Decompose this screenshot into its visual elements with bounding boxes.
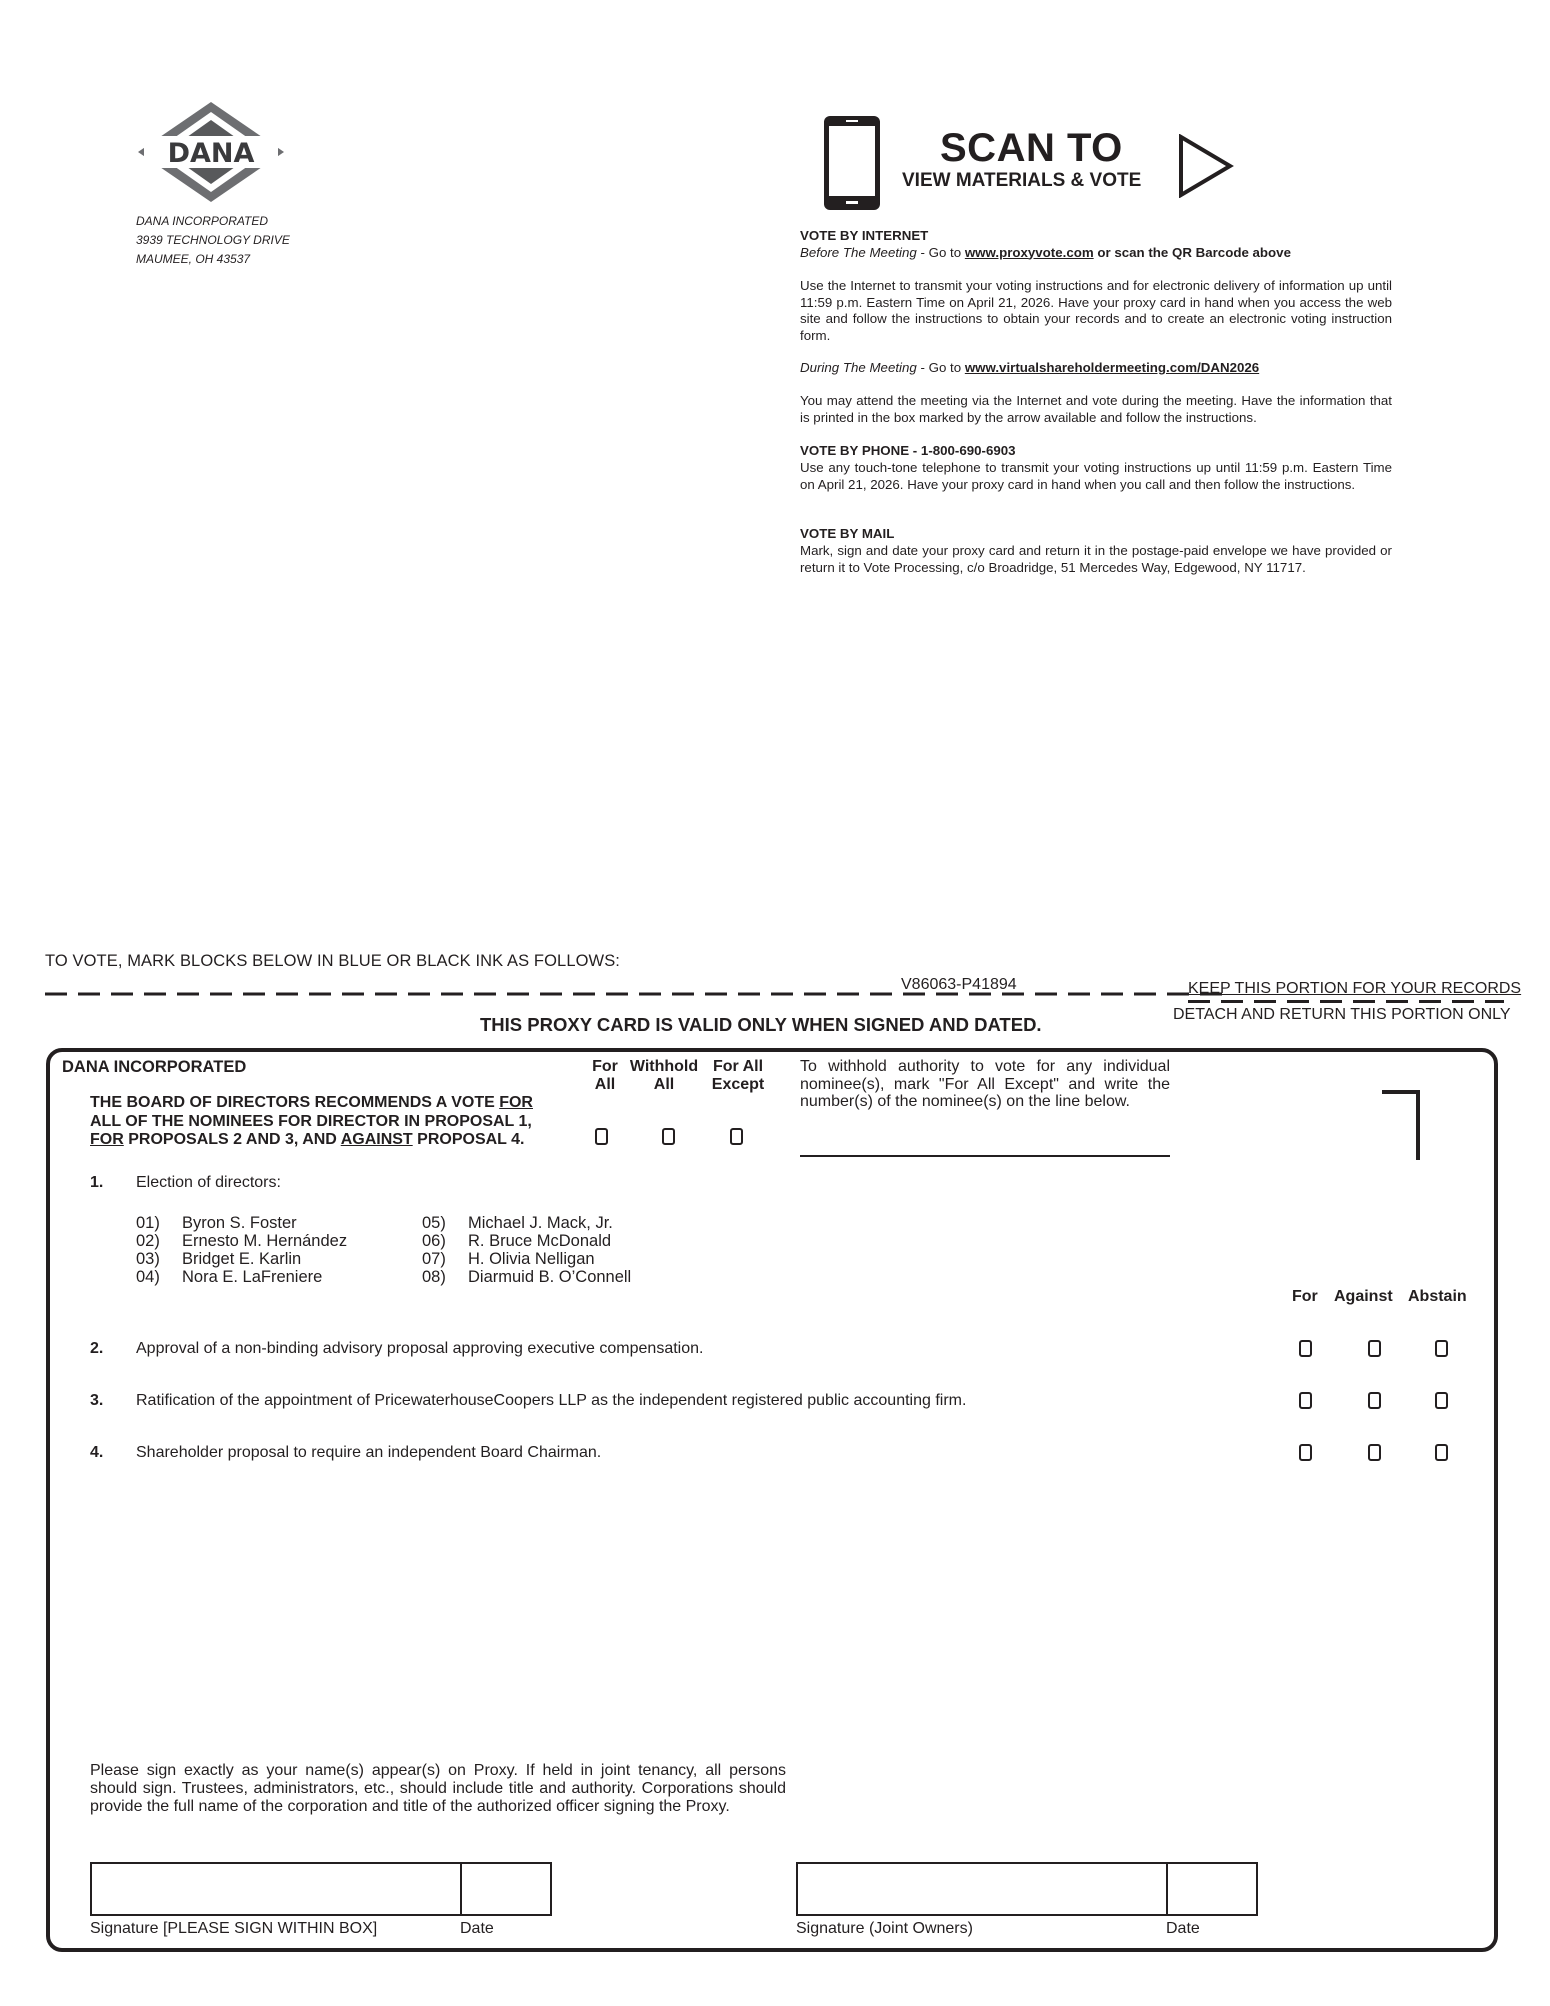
proposal-3-number: 3. <box>90 1392 104 1409</box>
nominee-num: 06) <box>422 1232 446 1250</box>
address-company: DANA INCORPORATED <box>136 214 269 228</box>
rec-text-1: THE BOARD OF DIRECTORS RECOMMENDS A VOTE <box>90 1094 500 1111</box>
arrow-pointer-icon <box>1178 134 1234 198</box>
nominee-name: Ernesto M. Hernández <box>182 1232 348 1250</box>
proposal-2-against-checkbox[interactable] <box>1368 1340 1381 1357</box>
phone-body: Use any touch-tone telephone to transmit your voting instructions up until 11:59 p.m. Eastern Time on April 21, 2026. Have your proxy card in hand when you call and then follow the instructions. <box>800 460 1392 492</box>
col-withhold-all <box>624 1058 704 1094</box>
keep-portion-label: KEEP THIS PORTION FOR YOUR RECORDS <box>1188 980 1522 997</box>
rec-text-2: ALL OF THE NOMINEES FOR DIRECTOR IN PROPOSAL 1, <box>90 1112 532 1130</box>
address-city: MAUMEE, OH 43537 <box>136 252 251 266</box>
col-for-all <box>588 1058 622 1094</box>
date-label: Date <box>460 1920 494 1937</box>
proposal-1-number: 1. <box>90 1174 104 1191</box>
logo-text: DANA <box>167 138 255 169</box>
mail-body: Mark, sign and date your proxy card and return it in the postage-paid envelope we have provided or return it to Vote Processing, c/o Broadridge, 51 Mercedes Way, Edgewood, NY 11717. <box>800 543 1392 575</box>
internet-heading: VOTE BY INTERNET <box>800 228 929 243</box>
nominee-name: H. Olivia Nelligan <box>468 1250 595 1268</box>
rec-for-2: FOR <box>90 1131 124 1148</box>
nominee-nums-col2 <box>422 1214 446 1286</box>
rec-for-1: FOR <box>499 1094 533 1111</box>
rec-against: AGAINST <box>340 1131 413 1148</box>
phone-heading: VOTE BY PHONE - 1-800-690-6903 <box>800 443 1016 458</box>
nominee-number-line[interactable] <box>800 1155 1170 1157</box>
signature-box[interactable] <box>90 1862 552 1916</box>
during-meeting-line <box>800 360 1392 377</box>
nominee-name: Nora E. LaFreniere <box>182 1268 323 1286</box>
withhold-instruction: To withhold authority to vote for any individual nominee(s), mark "For All Except" and write the number(s) of the nominee(s) on the line below. <box>800 1058 1170 1110</box>
for-all-except-checkbox[interactable] <box>730 1128 743 1145</box>
scan-title: SCAN TO <box>940 126 1123 170</box>
control-number: V86063-P41894 <box>901 976 1017 993</box>
nominee-name: Michael J. Mack, Jr. <box>468 1214 613 1232</box>
proposal-3-text: Ratification of the appointment of PricewaterhouseCoopers LLP as the independent registered public accounting firm. <box>136 1392 967 1409</box>
detach-dashed-line <box>45 992 1225 996</box>
internet-before-body: Use the Internet to transmit your voting instructions and for electronic delivery of information up until 11:59 p.m. Eastern Time on April 21, 2026. Have your proxy card in hand when you access the web site and follow the instructions to obtain your records and to create an electronic voting instruction form. <box>800 278 1392 343</box>
nominee-num: 01) <box>136 1214 160 1232</box>
nominee-name: R. Bruce McDonald <box>468 1232 612 1250</box>
joint-signature-date-divider <box>1166 1862 1168 1916</box>
nominee-num: 02) <box>136 1232 160 1250</box>
proposal-2-abstain-checkbox[interactable] <box>1435 1340 1448 1357</box>
nominee-num: 08) <box>422 1268 446 1286</box>
proposal-3-for-checkbox[interactable] <box>1299 1392 1312 1409</box>
detach-portion-label: DETACH AND RETURN THIS PORTION ONLY <box>1173 1006 1511 1023</box>
proposal-4-against-checkbox[interactable] <box>1368 1444 1381 1461</box>
valid-notice: THIS PROXY CARD IS VALID ONLY WHEN SIGNED AND DATED. <box>480 1014 1042 1035</box>
rec-text-4: PROPOSAL 4. <box>412 1131 525 1148</box>
signature-date-divider <box>460 1862 462 1916</box>
nominee-num: 03) <box>136 1250 160 1268</box>
proposal-4-text: Shareholder proposal to require an independent Board Chairman. <box>136 1444 602 1461</box>
signing-instructions: Please sign exactly as your name(s) appear(s) on Proxy. If held in joint tenancy, all persons should sign. Trustees, administrators, etc., should include title and authority. Corporations should provide the full name of the corporation and title of the authorized officer signing the Proxy. <box>90 1762 786 1815</box>
before-meeting-label: Before The Meeting <box>800 244 917 260</box>
col-for: For <box>1292 1288 1318 1305</box>
rec-text-3: PROPOSALS 2 AND 3, AND <box>123 1131 341 1148</box>
col-for-all-line2: All <box>594 1076 616 1093</box>
for-all-checkbox[interactable] <box>595 1128 608 1145</box>
proxyvote-link[interactable]: www.proxyvote.com <box>964 244 1094 260</box>
keep-dashed-line <box>1188 1000 1504 1003</box>
proposal-4-abstain-checkbox[interactable] <box>1435 1444 1448 1461</box>
nominee-num: 05) <box>422 1214 446 1232</box>
col-withhold-all-line1: Withhold <box>629 1058 699 1075</box>
to-vote-instruction: TO VOTE, MARK BLOCKS BELOW IN BLUE OR BLACK INK AS FOLLOWS: <box>45 952 620 970</box>
proposal-2-text: Approval of a non-binding advisory proposal approving executive compensation. <box>136 1340 704 1357</box>
nominee-names-col1 <box>182 1214 347 1286</box>
nominee-nums-col1 <box>136 1214 160 1286</box>
col-abstain: Abstain <box>1408 1288 1467 1305</box>
proposal-3-against-checkbox[interactable] <box>1368 1392 1381 1409</box>
address-street: 3939 TECHNOLOGY DRIVE <box>136 233 290 247</box>
proposal-4-number: 4. <box>90 1444 104 1461</box>
scan-subtitle: VIEW MATERIALS & VOTE <box>902 170 1142 191</box>
joint-signature-box[interactable] <box>796 1862 1258 1916</box>
proposal-2-for-checkbox[interactable] <box>1299 1340 1312 1357</box>
internet-during-body: You may attend the meeting via the Internet and vote during the meeting. Have the information that is printed in the box marked by the arrow available and follow the instructions. <box>800 393 1392 425</box>
col-for-all-except <box>705 1058 771 1094</box>
proposal-4-for-checkbox[interactable] <box>1299 1444 1312 1461</box>
nominee-name: Diarmuid B. O’Connell <box>468 1268 632 1286</box>
nominee-num: 04) <box>136 1268 160 1286</box>
withhold-all-checkbox[interactable] <box>662 1128 675 1145</box>
joint-signature-label: Signature (Joint Owners) <box>796 1920 973 1937</box>
nominee-name: Bridget E. Karlin <box>182 1250 302 1268</box>
joint-date-label: Date <box>1166 1920 1200 1937</box>
dana-logo <box>136 100 286 204</box>
nominee-names-col2 <box>468 1214 631 1286</box>
col-for-all-except-line2: Except <box>711 1076 765 1093</box>
proposal-1-text: Election of directors: <box>136 1174 281 1191</box>
before-meeting-sep: - Go to <box>916 244 965 260</box>
board-recommendation <box>90 1094 560 1150</box>
during-meeting-label: During The Meeting <box>800 360 917 375</box>
col-withhold-all-line2: All <box>653 1076 675 1093</box>
nominee-num: 07) <box>422 1250 446 1268</box>
col-for-all-line1: For <box>592 1058 618 1075</box>
during-meeting-sep: - Go to <box>916 360 965 375</box>
signature-label: Signature [PLEASE SIGN WITHIN BOX] <box>90 1920 378 1937</box>
ballot-company: DANA INCORPORATED <box>62 1058 247 1076</box>
phone-icon <box>822 114 882 212</box>
col-against: Against <box>1334 1288 1393 1305</box>
corner-mark <box>1382 1090 1420 1160</box>
proposal-3-abstain-checkbox[interactable] <box>1435 1392 1448 1409</box>
internet-section <box>800 228 1392 261</box>
qr-instruction: or scan the QR Barcode above <box>1093 244 1291 260</box>
mail-heading: VOTE BY MAIL <box>800 526 895 541</box>
nominee-name: Byron S. Foster <box>182 1214 297 1232</box>
col-for-all-except-line1: For All <box>712 1058 764 1075</box>
virtual-meeting-link[interactable]: www.virtualshareholdermeeting.com/DAN2026 <box>964 360 1260 375</box>
proposal-2-number: 2. <box>90 1340 104 1357</box>
